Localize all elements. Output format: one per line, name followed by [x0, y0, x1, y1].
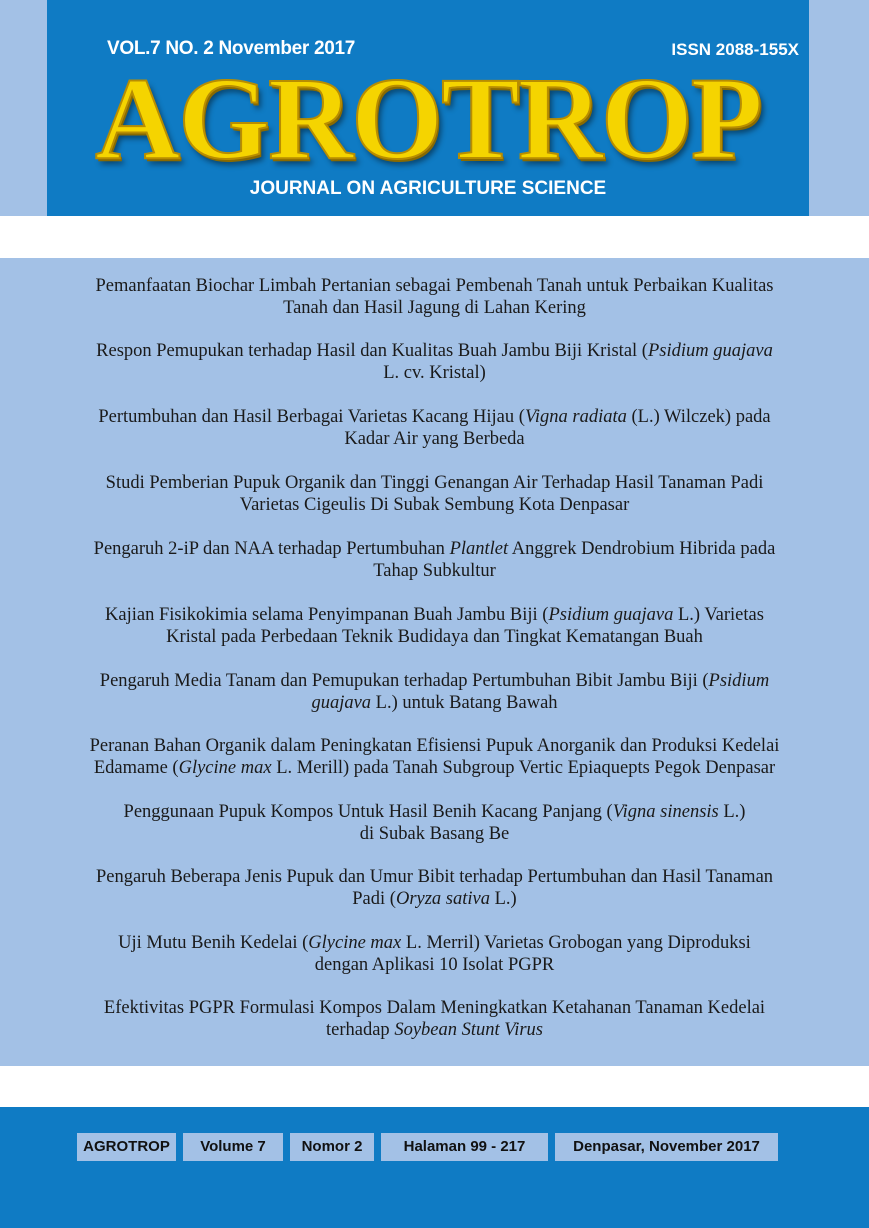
- article-title: Studi Pemberian Pupuk Organik dan Tinggi Genangan Air Terhadap Hasil Tanaman Padi Varietas Cigeulis Di Subak Sembung Kota Denpasar: [105, 473, 764, 515]
- article-title: Pengaruh Media Tanam dan Pemupukan terhadap Pertumbuhan Bibit Jambu Biji (Psidium guajava L.) untuk Batang Bawah: [99, 671, 770, 713]
- article-title: Efektivitas PGPR Formulasi Kompos Dalam Meningkatkan Ketahanan Tanaman Kedelai terhadap Soybean Stunt Virus: [103, 998, 766, 1040]
- footer-journal: AGROTROP: [77, 1133, 176, 1161]
- volume-line: VOL.7 NO. 2 November 2017: [107, 38, 356, 59]
- article-title: Pertumbuhan dan Hasil Berbagai Varietas Kacang Hijau (Vigna radiata (L.) Wilczek) pada Kadar Air yang Berbeda: [98, 407, 771, 449]
- footer-number: Nomor 2: [290, 1133, 374, 1161]
- article-title: Pemanfaatan Biochar Limbah Pertanian sebagai Pembenah Tanah untuk Perbaikan Kualitas Tanah dan Hasil Jagung di Lahan Kering: [95, 276, 774, 318]
- footer-volume: Volume 7: [183, 1133, 283, 1161]
- article-title: Penggunaan Pupuk Kompos Untuk Hasil Benih Kacang Panjang (Vigna sinensis L.) di Subak Basang Be: [123, 802, 746, 844]
- article-title: Respon Pemupukan terhadap Hasil dan Kualitas Buah Jambu Biji Kristal (Psidium guajava L. cv. Kristal): [96, 341, 773, 383]
- journal-title: AGROTROP: [95, 53, 761, 184]
- header-band: [0, 0, 869, 216]
- article-title: Pengaruh 2-iP dan NAA terhadap Pertumbuhan Plantlet Anggrek Dendrobium Hibrida pada Tahap Subkultur: [93, 539, 776, 581]
- footer-pages: Halaman 99 - 217: [381, 1133, 548, 1161]
- journal-subtitle: JOURNAL ON AGRICULTURE SCIENCE: [249, 178, 607, 199]
- footer-band: [0, 1107, 869, 1228]
- article-title: Uji Mutu Benih Kedelai (Glycine max L. Merril) Varietas Grobogan yang Diproduksi dengan Aplikasi 10 Isolat PGPR: [118, 933, 751, 975]
- article-title: Kajian Fisikokimia selama Penyimpanan Buah Jambu Biji (Psidium guajava L.) Varietas Kristal pada Perbedaan Teknik Budidaya dan Tingkat Kematangan Buah: [105, 605, 764, 647]
- issn: ISSN 2088-155X: [671, 40, 799, 59]
- masthead: [47, 0, 809, 216]
- footer-place-date: Denpasar, November 2017: [555, 1133, 778, 1161]
- table-of-contents: [0, 258, 869, 1066]
- article-title: Pengaruh Beberapa Jenis Pupuk dan Umur Bibit terhadap Pertumbuhan dan Hasil Tanaman Padi (Oryza sativa L.): [95, 867, 774, 909]
- article-title: Peranan Bahan Organik dalam Peningkatan Efisiensi Pupuk Anorganik dan Produksi Kedelai Edamame (Glycine max L. Merill) pada Tanah Subgroup Vertic Epiaquepts Pegok Denpasar: [89, 736, 780, 778]
